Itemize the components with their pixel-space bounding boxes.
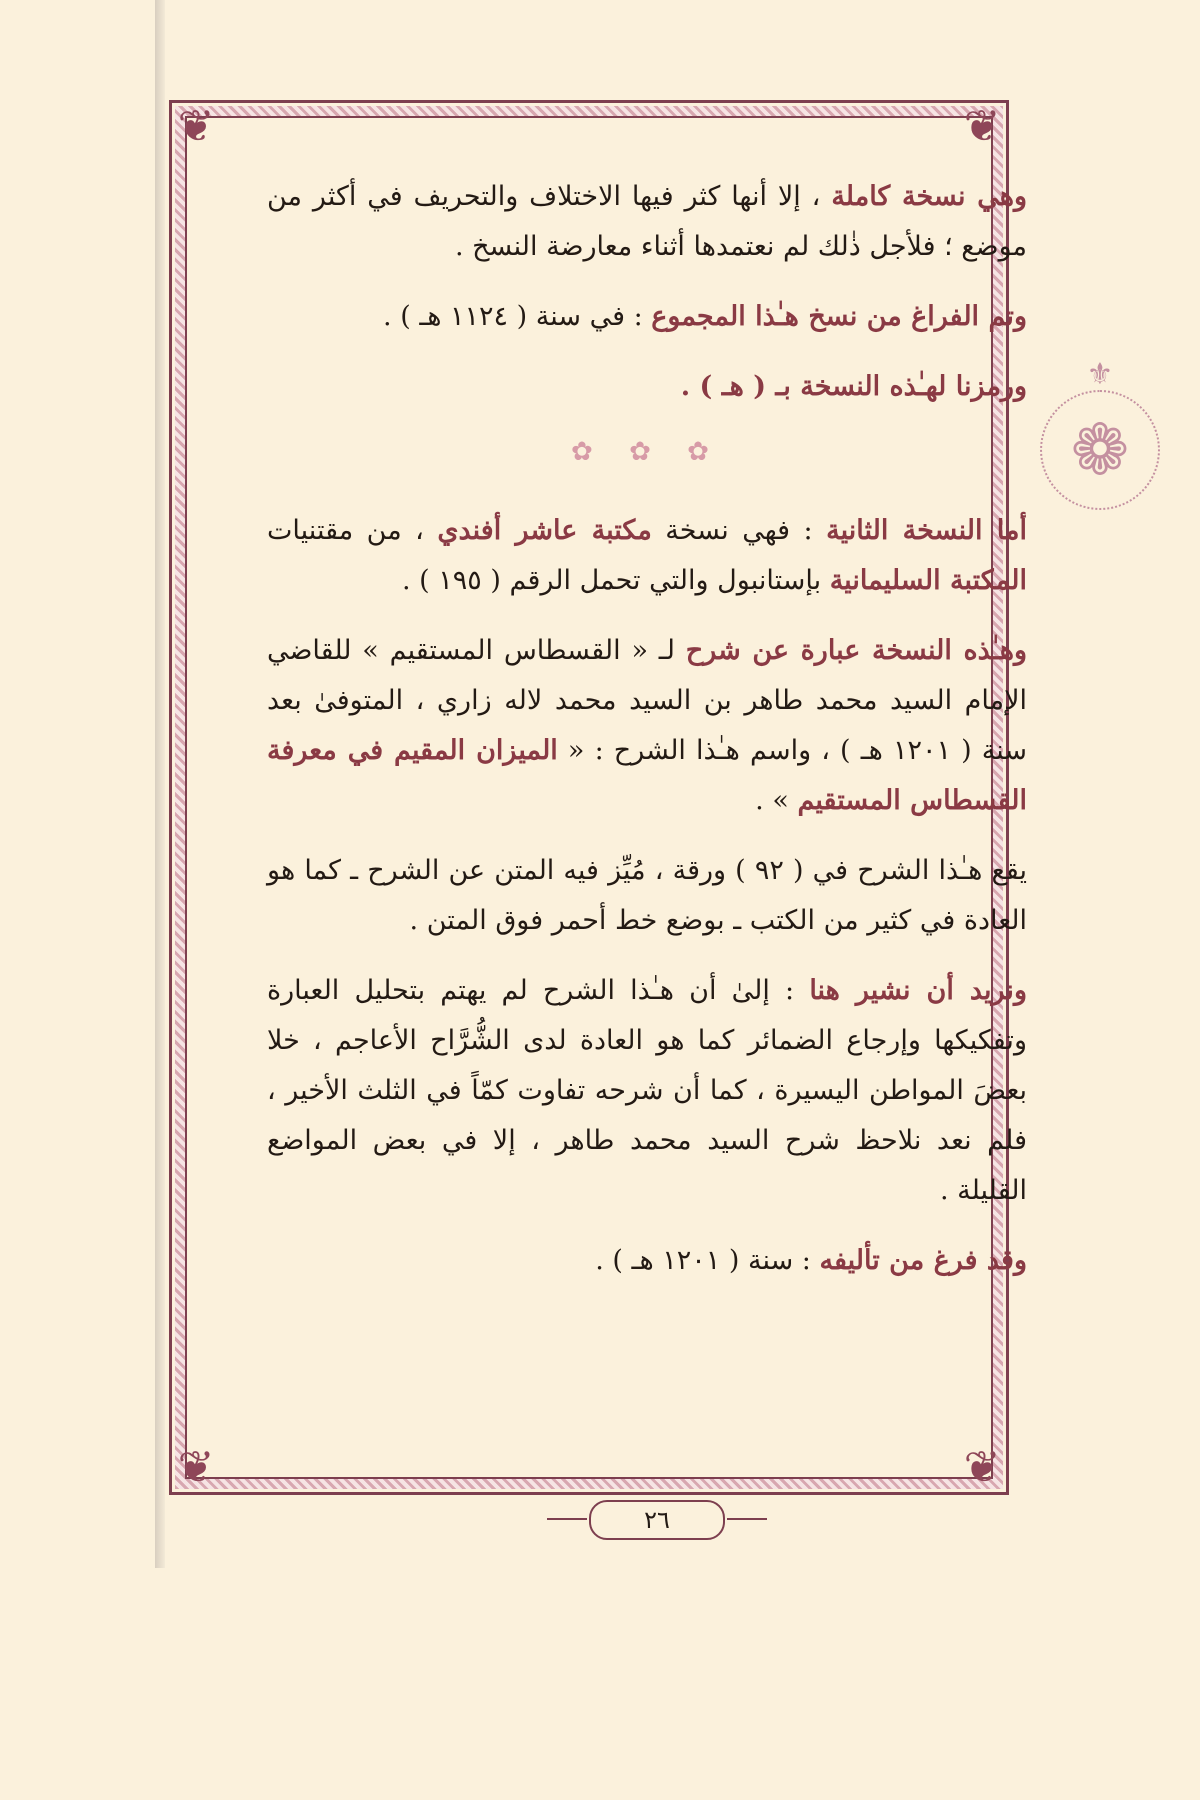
body-text: ، إلا أنها كثر فيها الاختلاف والتحريف في أكثر من موضع ؛ فلأجل ذٰلك لم نعتمدها أثناء معارضة النسخ . — [267, 181, 1027, 262]
highlight-text: نسخة كاملة — [831, 181, 966, 212]
flower-divider-icon: ✿ ✿ ✿ — [571, 437, 723, 467]
body-text: لـ « القسطاس المستقيم » للقاضي الإمام السيد محمد طاهر بن السيد محمد لاله زاري ، المتوفىٰ بعد سنة ( ١٢٠١ هـ ) ، واسم هـٰذا الشرح : « — [267, 635, 1027, 766]
paragraph-copy-symbol — [267, 362, 1027, 412]
page-number — [589, 1500, 725, 1540]
floral-corner-icon: ❦ — [177, 101, 215, 152]
highlight-text: وتم الفراغ من نسخ هـٰذا المجموع — [651, 301, 1027, 332]
body-text: ، من مقتنيات — [267, 515, 438, 546]
highlight-text: الميزان المقيم في معرفة القسطاس المستقيم — [267, 735, 1027, 816]
body-text: يقع هـٰذا الشرح في ( ٩٢ ) ورقة ، مُيِّز فيه المتن عن الشرح ـ كما هو العادة في كثير من الكتب ـ بوضع خط أحمر فوق المتن . — [267, 855, 1027, 936]
highlight-text: أما النسخة الثانية — [826, 515, 1027, 546]
body-text: : سنة ( ١٢٠١ هـ ) . — [595, 1245, 820, 1276]
rosette-medallion-icon — [1035, 357, 1165, 560]
body-text: : إلىٰ أن هـٰذا الشرح لم يهتم بتحليل العبارة وتفكيكها وإرجاع الضمائر كما هو العادة لدى الشُّرَّاح الأعاجم ، خلا بعضَ المواطن اليسيرة ، كما أن شرحه تفاوت كمّاً في الثلث الأخير ، فلم نعد نلاحظ شرح السيد محمد طاهر ، إلا في بعض المواضع القليلة . — [267, 975, 1027, 1206]
body-text: بإستانبول والتي تحمل الرقم ( ١٩٥ ) . — [401, 565, 830, 596]
paragraph-commentary-note — [267, 966, 1027, 1216]
body-text: : في سنة ( ١١٢٤ هـ ) . — [383, 301, 652, 332]
highlight-text: ورمزنا لهـٰذه النسخة بـ ( هـ ) . — [680, 371, 1027, 402]
floral-corner-icon: ❦ — [177, 1442, 215, 1493]
paragraph-commentary-extent — [267, 846, 1027, 946]
highlight-text: وقد فرغ من تأليفه — [819, 1245, 1027, 1276]
paragraph-copy-date — [267, 292, 1027, 342]
body-text: : فهي نسخة — [651, 515, 827, 546]
rosette-finial-icon: ⚜ — [1086, 357, 1114, 392]
paragraph-copy-description — [267, 172, 1027, 272]
page-edge — [155, 0, 165, 1568]
highlight-text: ونريد أن نشير هنا — [809, 975, 1027, 1006]
highlight-text: مكتبة عاشر أفندي — [437, 515, 652, 546]
paragraph-commentary-title — [267, 626, 1027, 826]
page-body — [267, 172, 1027, 1306]
highlight-text: وهي — [965, 181, 1027, 212]
floral-corner-icon: ❦ — [963, 101, 1001, 152]
floral-corner-icon: ❦ — [963, 1442, 1001, 1493]
page-number-text: ٢٦ — [644, 1506, 670, 1534]
highlight-text: المكتبة السليمانية — [829, 565, 1027, 596]
rosette-icon: ❁ — [1040, 390, 1160, 510]
paragraph-second-copy — [267, 506, 1027, 606]
paragraph-completion-date — [267, 1236, 1027, 1286]
highlight-text: وهـٰذه النسخة عبارة عن شرح — [685, 635, 1027, 666]
body-text: » . — [755, 785, 798, 816]
